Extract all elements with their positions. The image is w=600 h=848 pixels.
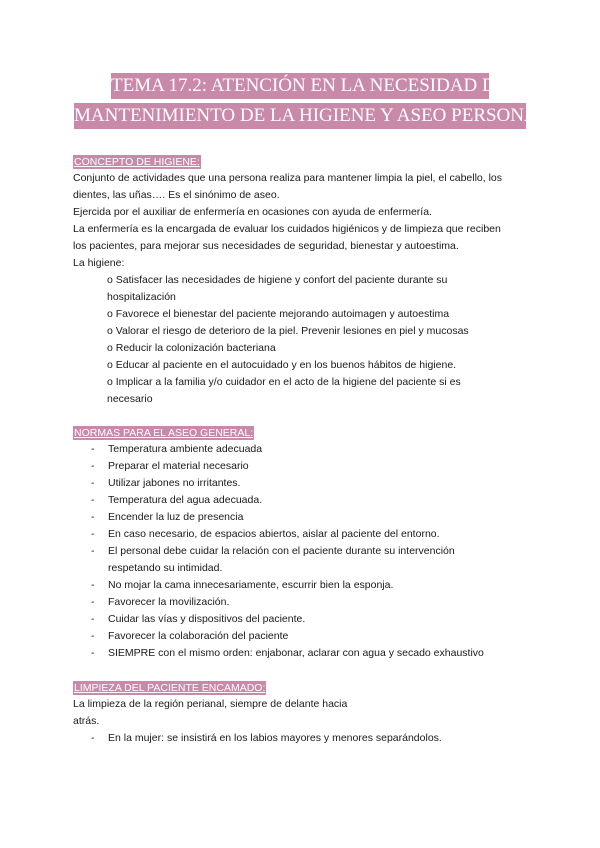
bullet-dash: - (91, 460, 95, 472)
list-item: Temperatura del agua adecuada. (108, 494, 263, 506)
paragraph-line: La limpieza de la región perianal, siempre de delante hacia (73, 698, 348, 710)
bullet-dash: - (91, 511, 95, 523)
section-heading-normas: NORMAS PARA EL ASEO GENERAL: (74, 427, 254, 439)
section-heading-limpieza: LIMPIEZA DEL PACIENTE ENCAMADO: (74, 682, 266, 694)
paragraph-line: Ejercida por el auxiliar de enfermería en ocasiones con ayuda de enfermería. (73, 206, 432, 218)
bullet-dash: - (91, 596, 95, 608)
list-item: En la mujer: se insistirá en los labios mayores y menores separándolos. (108, 732, 442, 744)
bullet-dash: - (91, 732, 95, 744)
paragraph-line: Conjunto de actividades que una persona realiza para mantener limpia la piel, el cabello, los (73, 172, 503, 184)
list-item: El personal debe cuidar la relación con el paciente durante su intervención (108, 545, 455, 557)
bullet-dash: - (91, 630, 95, 642)
document-title (72, 73, 550, 129)
list-item-continuation: respetando su intimidad. (108, 562, 223, 574)
paragraph-line: dientes, las uñas…. Es el sinónimo de aseo. (73, 189, 280, 201)
title-line-1: TEMA 17.2: ATENCIÓN EN LA NECESIDAD DE (111, 73, 489, 99)
list-item: o Educar al paciente en el autocuidado y en los buenos hábitos de higiene. (107, 359, 457, 371)
bullet-dash: - (91, 613, 95, 625)
bullet-dash: - (91, 528, 95, 540)
list-item: Temperatura ambiente adecuada (108, 443, 263, 455)
bullet-dash: - (91, 477, 95, 489)
list-item: Cuidar las vías y dispositivos del paciente. (108, 613, 306, 625)
bullet-dash: - (91, 647, 95, 659)
list-item: hospitalización (107, 291, 176, 303)
list-item: En caso necesario, de espacios abiertos, aislar al paciente del entorno. (108, 528, 440, 540)
list-item: Utilizar jabones no irritantes. (108, 477, 241, 489)
list-item: o Valorar el riesgo de deterioro de la piel. Prevenir lesiones en piel y mucosas (107, 325, 469, 337)
bullet-dash: - (91, 545, 95, 557)
bullet-dash: - (91, 579, 95, 591)
paragraph-line: La higiene: (73, 257, 125, 269)
list-item: o Satisfacer las necesidades de higiene y confort del paciente durante su (107, 274, 448, 286)
section-heading-concepto: CONCEPTO DE HIGIENE: (74, 156, 200, 168)
paragraph-line: los pacientes, para mejorar sus necesidades de seguridad, bienestar y autoestima. (73, 240, 459, 252)
paragraph-line: La enfermería es la encargada de evaluar los cuidados higiénicos y de limpieza que reciben (73, 223, 501, 235)
list-item: Favorecer la movilización. (108, 596, 230, 608)
list-item: o Implicar a la familia y/o cuidador en el acto de la higiene del paciente si es (107, 376, 461, 388)
list-item: Favorecer la colaboración del paciente (108, 630, 289, 642)
list-item: Encender la luz de presencia (108, 511, 244, 523)
list-item: SIEMPRE con el mismo orden: enjabonar, aclarar con agua y secado exhaustivo (108, 647, 484, 659)
title-line-2: MANTENIMIENTO DE LA HIGIENE Y ASEO PERSONAL (74, 103, 526, 129)
bullet-dash: - (91, 443, 95, 455)
bullet-dash: - (91, 494, 95, 506)
paragraph-line: atrás. (73, 715, 100, 727)
list-item: necesario (107, 393, 153, 405)
list-item: Preparar el material necesario (108, 460, 249, 472)
list-item: No mojar la cama innecesariamente, escurrir bien la esponja. (108, 579, 394, 591)
list-item: o Favorece el bienestar del paciente mejorando autoimagen y autoestima (107, 308, 450, 320)
list-item: o Reducir la colonización bacteriana (107, 342, 276, 354)
